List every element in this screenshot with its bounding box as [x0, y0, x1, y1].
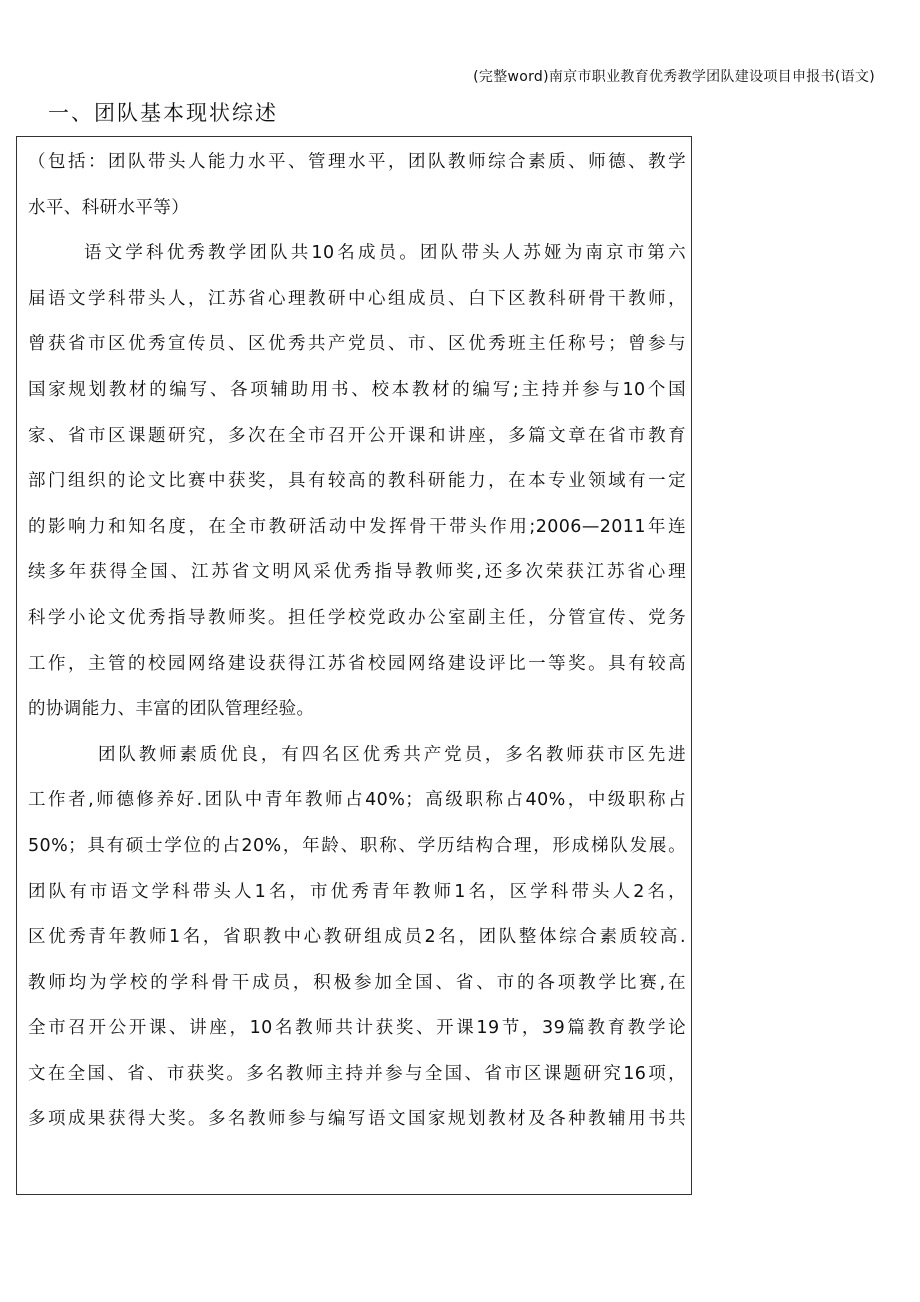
text-line: 团队教师素质优良，有四名区优秀共产党员，多名教师获市区先进 [98, 744, 686, 765]
text-line: 团队有市语文学科带头人1名，市优秀青年教师1名，区学科带头人2名， [28, 881, 686, 902]
text-line: 续多年获得全国、江苏省文明风采优秀指导教师奖,还多次荣获江苏省心理 [28, 562, 686, 583]
text-line: 教师均为学校的学科骨干成员，积极参加全国、省、市的各项教学比赛,在 [28, 972, 686, 993]
text-line: 多项成果获得大奖。多名教师参与编写语文国家规划教材及各种教辅用书共 [28, 1109, 686, 1130]
text-line: 语文学科优秀教学团队共10名成员。团队带头人苏娅为南京市第六 [84, 243, 686, 264]
text-line: 部门组织的论文比赛中获奖，具有较高的教科研能力，在本专业领域有一定 [28, 471, 686, 492]
text-line: 国家规划教材的编写、各项辅助用书、校本教材的编写;主持并参与10个国 [28, 379, 686, 400]
content-text [28, 140, 686, 1143]
text-line: 的影响力和知名度，在全市教研活动中发挥骨干带头作用;2006—2011年连 [28, 516, 686, 537]
content-box [16, 136, 692, 1195]
running-header: (完整word)南京市职业教育优秀教学团队建设项目申报书(语文) [473, 69, 875, 85]
text-line: 工作者,师德修养好.团队中青年教师占40%；高级职称占40%，中级职称占 [28, 790, 686, 811]
text-line: 家、省市区课题研究，多次在全市召开公开课和讲座，多篇文章在省市教育 [28, 425, 686, 446]
text-line: 50%；具有硕士学位的占20%，年龄、职称、学历结构合理，形成梯队发展。 [28, 835, 686, 856]
text-line: 曾获省市区优秀宣传员、区优秀共产党员、市、区优秀班主任称号；曾参与 [28, 334, 686, 355]
text-line: 科学小论文优秀指导教师奖。担任学校党政办公室副主任，分管宣传、党务 [28, 607, 686, 628]
text-line: （包括：团队带头人能力水平、管理水平，团队教师综合素质、师德、教学 [28, 152, 686, 172]
text-line: 区优秀青年教师1名，省职教中心教研组成员2名，团队整体综合素质较高. [28, 927, 686, 948]
text-line: 全市召开公开课、讲座，10名教师共计获奖、开课19节，39篇教育教学论 [28, 1018, 686, 1039]
text-line: 的协调能力、丰富的团队管理经验。 [28, 699, 315, 720]
text-line: 届语文学科带头人，江苏省心理教研中心组成员、白下区教科研骨干教师， [28, 288, 686, 309]
text-line: 水平、科研水平等） [28, 197, 190, 218]
text-line: 文在全国、省、市获奖。多名教师主持并参与全国、省市区课题研究16项， [28, 1063, 686, 1084]
section-heading: 一、团队基本现状综述 [48, 101, 278, 125]
text-line: 工作，主管的校园网络建设获得江苏省校园网络建设评比一等奖。具有较高 [28, 653, 686, 674]
